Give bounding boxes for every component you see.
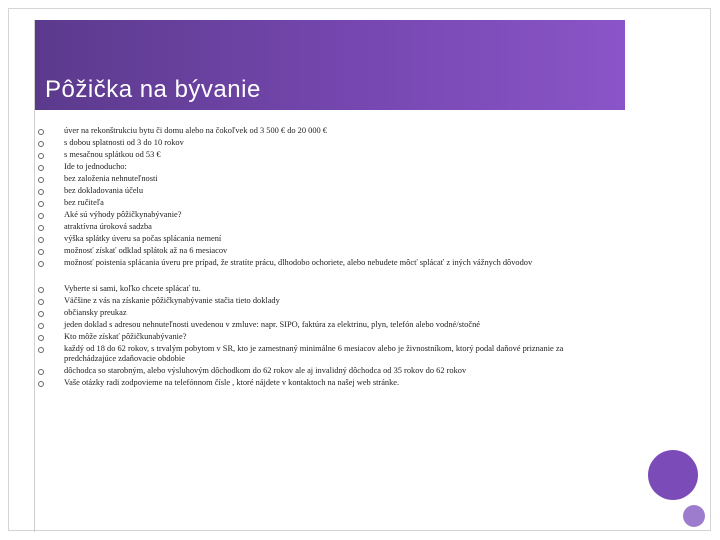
decorative-circle-large [648,450,698,500]
bullet-item: s mesačnou splátkou od 53 € [36,148,596,160]
bullet-item: dôchodca so starobným, alebo výsluhovým dôchodkom do 62 rokov ale aj invalidný dôchodca od 35 rokov do 62 rokov [36,364,596,376]
bullet-item: občiansky preukaz [36,306,596,318]
bullet-item: bez ručiteľa [36,196,596,208]
bullet-item: výška splátky úveru sa počas splácania nemení [36,232,596,244]
bullet-list [36,124,596,388]
bullet-item: bez dokladovania účelu [36,184,596,196]
slide-title: Pôžička na bývanie [45,76,261,103]
decorative-circle-small [683,505,705,527]
bullet-item: atraktívna úroková sadzba [36,220,596,232]
title-bar [35,20,625,110]
bullet-item: možnosť poistenia splácania úveru pre prípad, že stratíte prácu, dlhodobo ochoriete, alebo nebudete môcť splácať z iných vážnych dôvodov [36,256,596,268]
bullet-item: Aké sú výhody pôžičkynabývanie? [36,208,596,220]
bullet-item: Kto môže získať pôžičkunabývanie? [36,330,596,342]
bullet-item: Ide to jednoducho: [36,160,596,172]
bullet-item: jeden doklad s adresou nehnuteľnosti uvedenou v zmluve: napr. SIPO, faktúra za elektrinu, plyn, telefón alebo vodné/stočné [36,318,596,330]
bullet-item: možnosť získať odklad splátok až na 6 mesiacov [36,244,596,256]
bullet-item: úver na rekonštrukciu bytu či domu alebo na čokoľvek od 3 500 € do 20 000 € [36,124,596,136]
bullet-item: bez založenia nehnuteľnosti [36,172,596,184]
bullet-item: Vyberte si sami, koľko chcete splácať tu. [36,282,596,294]
bullet-item: Vaše otázky radi zodpovieme na telefónnom čísle , ktoré nájdete v kontaktoch na našej web stránke. [36,376,596,388]
bullet-item: každý od 18 do 62 rokov, s trvalým pobytom v SR, kto je zamestnaný minimálne 6 mesiacov alebo je živnostníkom, ktorý podal daňové priznanie za predchádzajúce zdaňovacie obdobie [36,342,596,364]
bullet-item: s dobou splatnosti od 3 do 10 rokov [36,136,596,148]
bullet-item: Väčšine z vás na získanie pôžičkynabývanie stačia tieto doklady [36,294,596,306]
